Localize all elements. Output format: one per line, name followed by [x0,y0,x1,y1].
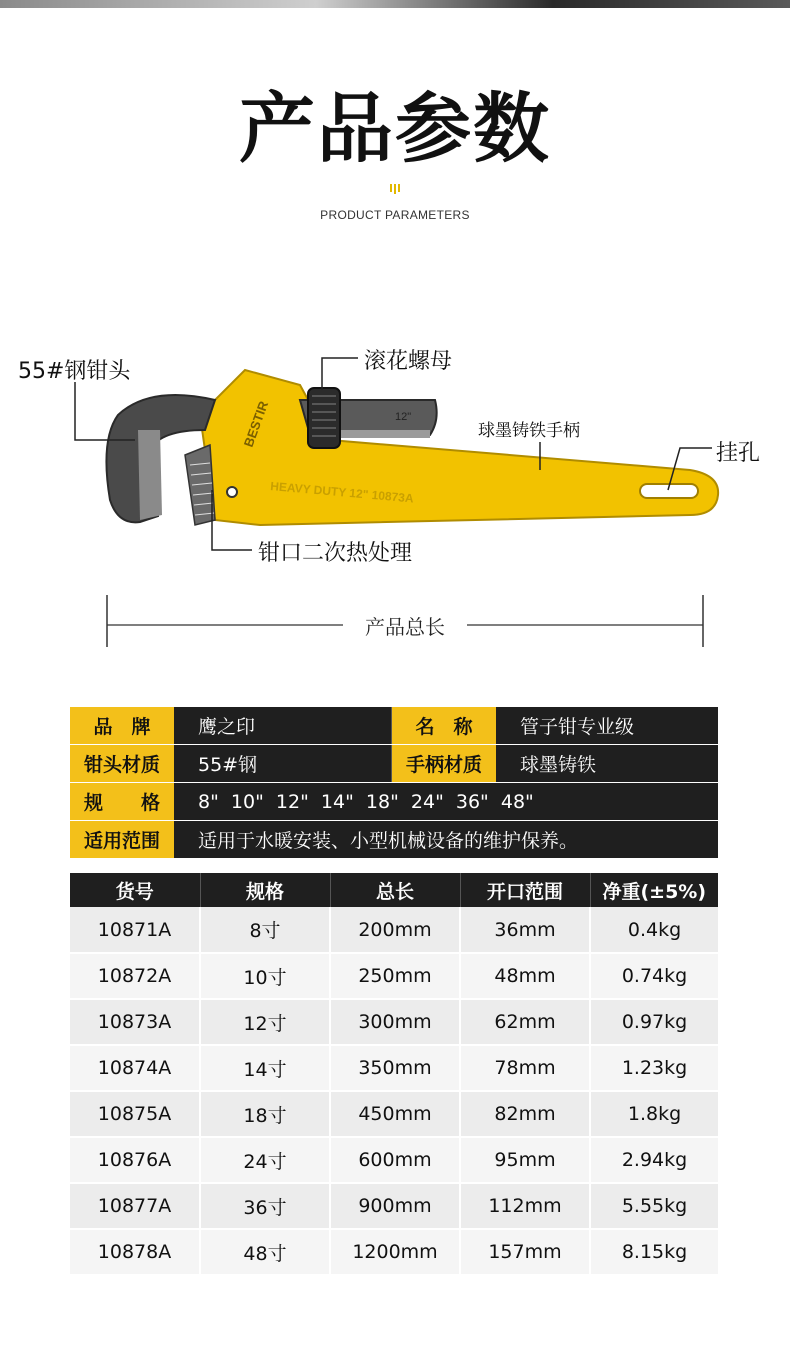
length-cell: 250mm [330,953,460,999]
weight-cell: 1.23kg [590,1045,718,1091]
table-row [70,1045,718,1091]
size-label: 规 格 [70,783,174,820]
handle-material-label: 手柄材质 [392,745,496,782]
size-cell: 14寸 [200,1045,330,1091]
length-cell: 600mm [330,1137,460,1183]
top-banner-strip [0,0,790,8]
model-table-header [70,873,718,907]
name-label: 名 称 [392,707,496,744]
head-material-label: 钳头材质 [70,745,174,782]
model-no-cell: 10876A [70,1137,200,1183]
callout-heat-treatment: 钳口二次热处理 [258,541,413,566]
opening-cell: 112mm [460,1183,590,1229]
header-model-no: 货号 [70,873,200,907]
usage-label: 适用范围 [70,821,174,858]
table-row [70,1183,718,1229]
head-material-value: 55#钢 [174,745,392,782]
brand-label: 品 牌 [70,707,174,744]
size-cell: 10寸 [200,953,330,999]
callout-knurled-nut: 滚花螺母 [364,349,453,374]
spec-row-usage [70,821,718,859]
opening-cell: 95mm [460,1137,590,1183]
length-cell: 350mm [330,1045,460,1091]
model-no-cell: 10874A [70,1045,200,1091]
size-cell: 18寸 [200,1091,330,1137]
header-opening-range: 开口范围 [460,873,590,907]
spec-row-sizes [70,783,718,821]
total-length-indicator [105,595,705,650]
size-cell: 24寸 [200,1137,330,1183]
header-net-weight: 净重(±5%) [590,873,718,907]
callout-hang-hole: 挂孔 [716,441,761,466]
weight-cell: 2.94kg [590,1137,718,1183]
length-cell: 450mm [330,1091,460,1137]
model-no-cell: 10873A [70,999,200,1045]
model-no-cell: 10878A [70,1229,200,1275]
model-no-cell: 10877A [70,1183,200,1229]
handle-print-text: HEAVY DUTY 12" 10873A [269,479,415,506]
size-cell: 8寸 [200,907,330,953]
table-row [70,907,718,953]
length-cell: 200mm [330,907,460,953]
page-title: 产品参数 [239,84,551,173]
name-value: 管子钳专业级 [496,707,718,744]
spec-row-material [70,745,718,783]
size-cell: 36寸 [200,1183,330,1229]
spec-row-brand [70,707,718,745]
handle-material-value: 球墨铸铁 [496,745,718,782]
weight-cell: 8.15kg [590,1229,718,1275]
length-cell: 900mm [330,1183,460,1229]
model-no-cell: 10871A [70,907,200,953]
weight-cell: 0.74kg [590,953,718,999]
size-cell: 12寸 [200,999,330,1045]
length-cell: 300mm [330,999,460,1045]
opening-cell: 36mm [460,907,590,953]
opening-cell: 62mm [460,999,590,1045]
size-mark-text: 12" [395,411,412,423]
total-length-label: 产品总长 [365,615,445,639]
brand-mark-text: BESTIR [240,399,272,450]
model-no-cell: 10875A [70,1091,200,1137]
weight-cell: 0.4kg [590,907,718,953]
title-divider-mark [388,184,402,194]
usage-value: 适用于水暖安装、小型机械设备的维护保养。 [174,821,718,858]
table-row [70,953,718,999]
callout-handle: 球墨铸铁手柄 [478,421,580,441]
model-table [70,873,718,1276]
header-total-length: 总长 [330,873,460,907]
size-value: 8" 10" 12" 14" 18" 24" 36" 48" [174,783,718,820]
opening-cell: 48mm [460,953,590,999]
length-cell: 1200mm [330,1229,460,1275]
size-cell: 48寸 [200,1229,330,1275]
table-row [70,1229,718,1275]
table-row [70,999,718,1045]
opening-cell: 78mm [460,1045,590,1091]
page-subtitle: PRODUCT PARAMETERS [320,208,470,222]
opening-cell: 157mm [460,1229,590,1275]
opening-cell: 82mm [460,1091,590,1137]
header-size: 规格 [200,873,330,907]
weight-cell: 0.97kg [590,999,718,1045]
brand-value: 鹰之印 [174,707,392,744]
table-row [70,1091,718,1137]
weight-cell: 1.8kg [590,1091,718,1137]
model-no-cell: 10872A [70,953,200,999]
weight-cell: 5.55kg [590,1183,718,1229]
product-diagram [0,330,790,570]
spec-table [70,707,718,859]
callout-jaw-head: 55#钢钳头 [18,359,131,384]
table-row [70,1137,718,1183]
